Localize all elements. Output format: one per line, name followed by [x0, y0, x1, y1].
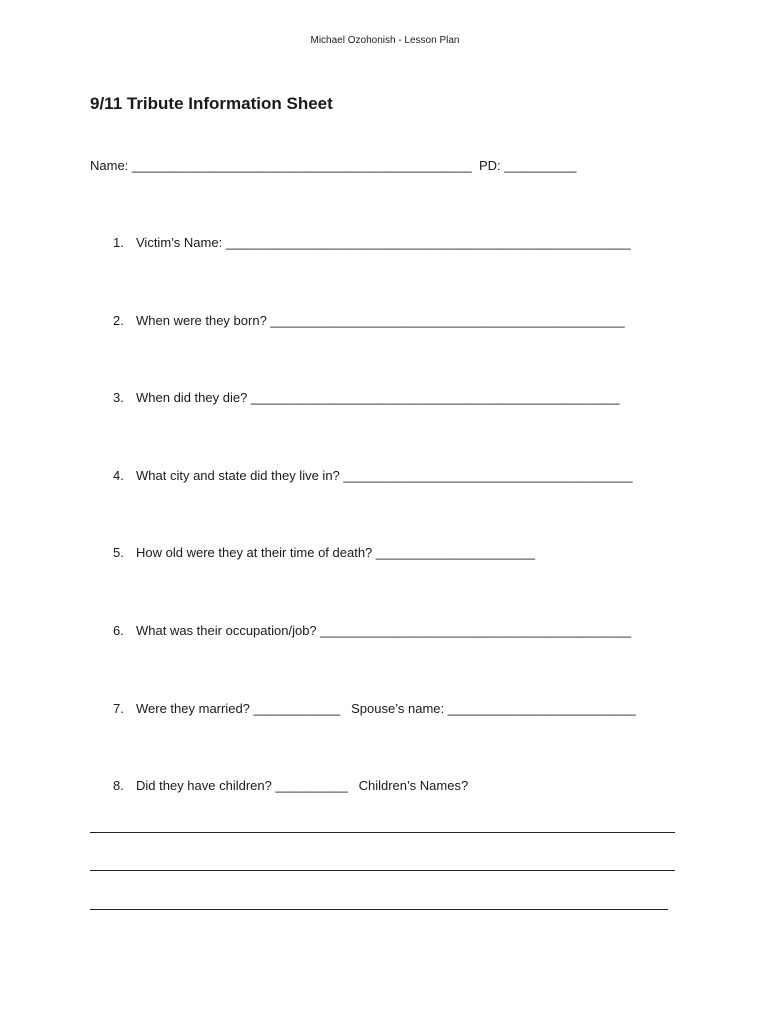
question-number: 3. — [113, 390, 124, 405]
question-text: Victim’s Name: ________________________________________________________ — [136, 235, 631, 250]
question-number: 4. — [113, 468, 124, 483]
question-1 — [113, 235, 631, 250]
name-pd-line — [90, 158, 577, 173]
question-text: Did they have children? __________ Children’s Names? — [136, 778, 469, 793]
question-text: Were they married? ____________ Spouse’s name: __________________________ — [136, 701, 636, 716]
answer-blank-line — [90, 832, 675, 833]
question-text: How old were they at their time of death? ______________________ — [136, 545, 535, 560]
name-blank: _______________________________________________ — [131, 158, 472, 173]
question-6 — [113, 623, 631, 638]
question-5 — [113, 545, 535, 560]
page-title: 9/11 Tribute Information Sheet — [90, 94, 333, 113]
question-number: 1. — [113, 235, 124, 250]
question-text: What city and state did they live in? ________________________________________ — [136, 468, 633, 483]
question-text: When did they die? ___________________________________________________ — [136, 390, 620, 405]
pd-label: PD: — [471, 158, 505, 173]
name-label: Name: — [90, 158, 132, 173]
question-number: 7. — [113, 701, 124, 716]
pd-blank: __________ — [504, 158, 577, 173]
question-8 — [113, 778, 468, 793]
answer-blank-line — [90, 870, 675, 871]
question-3 — [113, 390, 620, 405]
question-7 — [113, 701, 636, 716]
question-text: When were they born? _________________________________________________ — [136, 313, 625, 328]
question-2 — [113, 313, 625, 328]
question-number: 5. — [113, 545, 124, 560]
question-number: 8. — [113, 778, 124, 793]
question-number: 6. — [113, 623, 124, 638]
answer-blank-line — [90, 909, 668, 910]
question-4 — [113, 468, 633, 483]
page-header: Michael Ozohonish - Lesson Plan — [310, 35, 460, 46]
question-number: 2. — [113, 313, 124, 328]
question-text: What was their occupation/job? ___________________________________________ — [136, 623, 632, 638]
